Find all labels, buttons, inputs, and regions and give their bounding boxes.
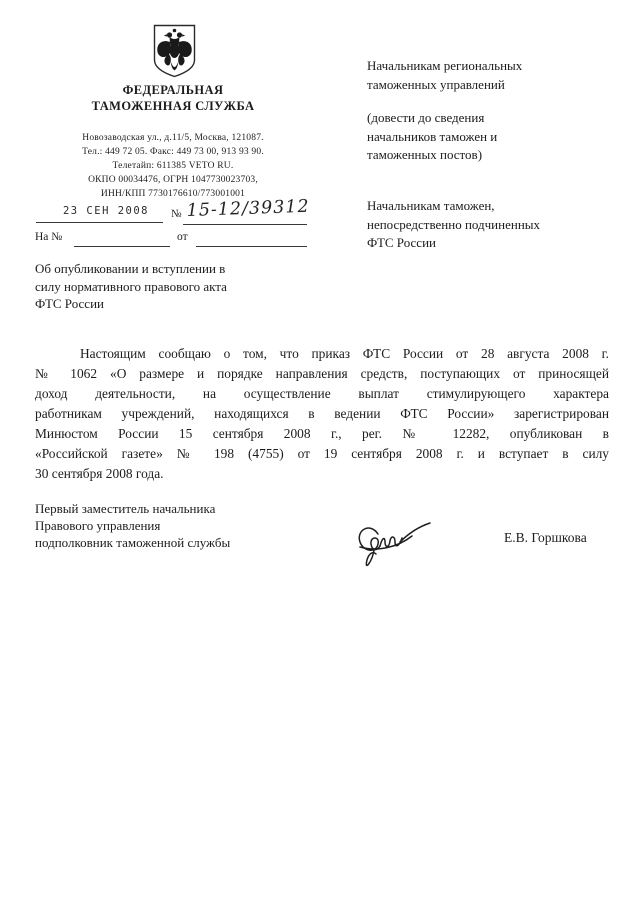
addressee-customs-heads — [367, 197, 619, 253]
body-line: работникам учреждений, находящихся в ведении ФТС России» зарегистрирован — [35, 406, 609, 421]
signer-position-line: Правового управления — [35, 518, 161, 533]
body-line: «Российской газете» № 198 (4755) от 19 сентября 2008 г. и вступает в силу — [35, 446, 609, 461]
addressee-line: Начальникам таможен, — [367, 198, 495, 213]
signer-position-line: подполковник таможенной службы — [35, 535, 231, 550]
body-line: доход деятельности, на осуществление выплат стимулирующего характера — [35, 386, 609, 401]
org-name — [20, 83, 326, 114]
addressee-line: таможенных управлений — [367, 77, 505, 92]
outgoing-number-handwritten: 15-12/39312 — [186, 196, 310, 221]
subject-line: Об опубликовании и вступлении в — [35, 261, 226, 276]
addressee-line: таможенных постов) — [367, 147, 483, 162]
addressee-note — [367, 109, 619, 165]
russian-coat-of-arms-icon — [152, 24, 197, 78]
date-underline — [36, 222, 163, 223]
body-line: Настоящим сообщаю о том, что приказ ФТС России от 28 августа 2008 г. — [80, 346, 609, 361]
signer-position-line: Первый заместитель начальника — [35, 501, 216, 516]
address-line: ИНН/КПП 7730176610/773001001 — [100, 189, 246, 199]
addressee-line: ФТС России — [367, 235, 436, 250]
org-name-line: ФЕДЕРАЛЬНАЯ — [122, 83, 224, 97]
letterhead-requisites — [20, 131, 326, 201]
addressee-line: Начальникам региональных — [367, 58, 523, 73]
address-line: Новозаводская ул., д.11/5, Москва, 121087. — [82, 133, 264, 143]
handwritten-signature-icon — [350, 514, 444, 578]
number-underline — [183, 224, 307, 225]
body-line: № 1062 «О размере и порядке направления средств, поступающих от приносящей — [35, 366, 609, 381]
addressee-line: (довести до сведения — [367, 110, 485, 125]
reply-from-label: от — [177, 231, 188, 243]
reply-date-blank-underline — [196, 246, 307, 247]
reply-to-label: На № — [35, 231, 63, 243]
addressee-line: начальников таможен и — [367, 128, 498, 144]
address-line: Тел.: 449 72 05. Факс: 449 73 00, 913 93 90. — [82, 147, 264, 157]
subject-line: силу нормативного правового акта — [35, 278, 227, 294]
reply-number-blank-underline — [74, 246, 170, 247]
body-line: 30 сентября 2008 года. — [35, 466, 164, 481]
addressee-line: непосредственно подчиненных — [367, 216, 541, 232]
body-paragraph — [35, 344, 609, 484]
signer-name: Е.В. Горшкова — [504, 530, 587, 545]
address-line: ОКПО 00034476, ОГРН 1047730023703, — [88, 175, 258, 185]
signer-position — [35, 500, 335, 551]
date-stamp: 23 СЕН 2008 — [62, 205, 150, 217]
address-line: Телетайп: 611385 VETO RU. — [112, 161, 234, 171]
number-sign: № — [171, 208, 182, 220]
subject — [35, 260, 330, 313]
subject-line: ФТС России — [35, 296, 104, 311]
org-name-line: ТАМОЖЕННАЯ СЛУЖБА — [91, 98, 255, 113]
body-line: Минюстом России 15 сентября 2008 г., рег. № 12282, опубликован в — [35, 426, 609, 441]
addressee-regional-directorates — [367, 56, 619, 94]
